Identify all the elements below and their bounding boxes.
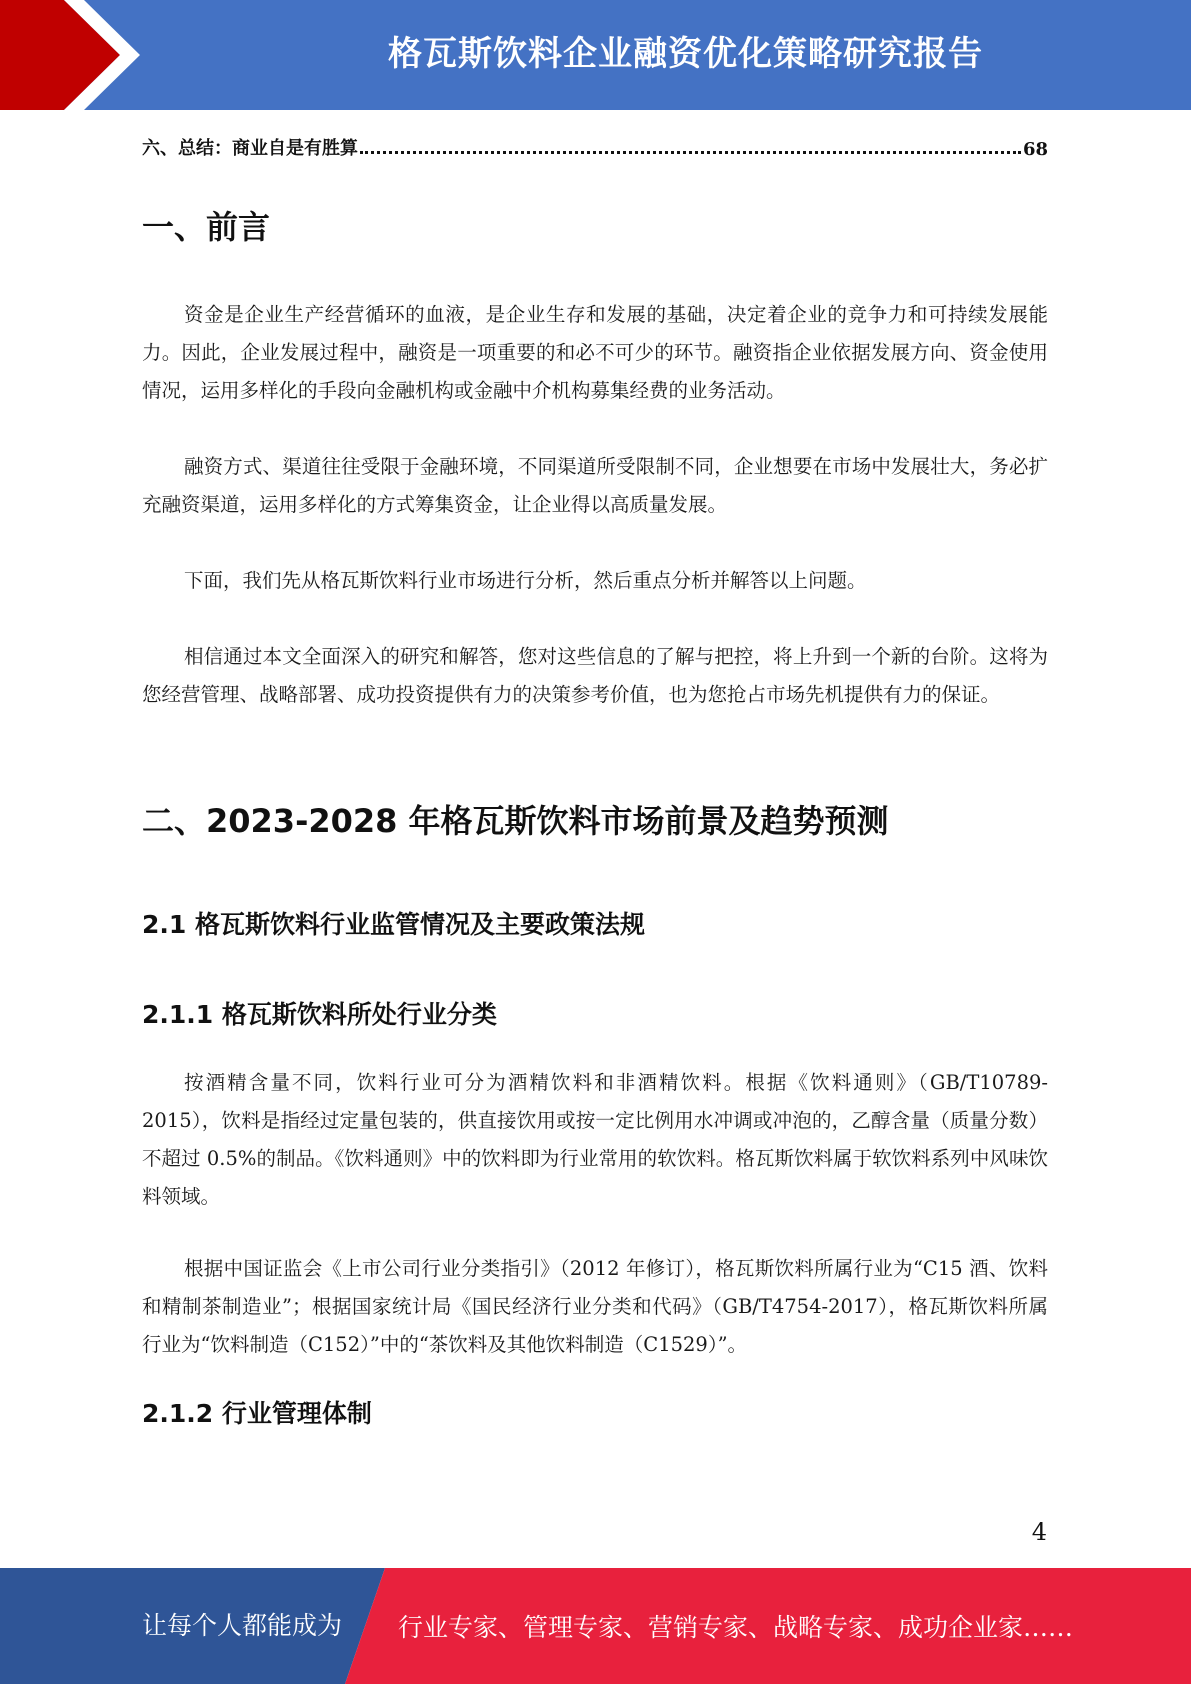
paragraph: 融资方式、渠道往往受限于金融环境，不同渠道所受限制不同，企业想要在市场中发展壮大，务必扩充融资渠道，运用多样化的方式筹集资金，让企业得以高质量发展。 xyxy=(142,455,1048,516)
page-number: 4 xyxy=(1031,1518,1047,1546)
paragraph: 按酒精含量不同，饮料行业可分为酒精饮料和非酒精饮料。根据《饮料通则》（GB/T10789-2015），饮料是指经过定量包装的，供直接饮用或按一定比例用水冲调或冲泡的，乙醇含量（质量分数）不超过 0.5%的制品。《饮料通则》中的饮料即为行业常用的软饮料。格瓦斯饮料属于软饮料系列中风味饮料领域。 xyxy=(142,1071,1048,1208)
header-chevron-decoration xyxy=(0,0,150,110)
page-footer xyxy=(0,1568,1191,1684)
toc-leader-dots xyxy=(360,151,1021,154)
toc-entry-label: 六、总结：商业自是有胜算 xyxy=(142,138,358,159)
section-heading-preface: 一、前言 xyxy=(142,208,271,246)
paragraph: 资金是企业生产经营循环的血液，是企业生存和发展的基础，决定着企业的竞争力和可持续发展能力。因此，企业发展过程中，融资是一项重要的和必不可少的环节。融资指企业依据发展方向、资金使用情况，运用多样化的手段向金融机构或金融中介机构募集经费的业务活动。 xyxy=(142,303,1048,402)
toc-entry-page: 68 xyxy=(1022,139,1048,160)
footer-slogan-left: 让每个人都能成为 xyxy=(142,1611,343,1640)
section-heading-market-outlook: 二、2023-2028 年格瓦斯饮料市场前景及趋势预测 xyxy=(142,802,889,840)
subsection-heading-regulation: 2.1 格瓦斯饮料行业监管情况及主要政策法规 xyxy=(142,910,645,939)
toc-entry[interactable] xyxy=(142,128,1048,160)
report-title: 格瓦斯饮料企业融资优化策略研究报告 xyxy=(388,34,983,74)
paragraph: 根据中国证监会《上市公司行业分类指引》（2012 年修订），格瓦斯饮料所属行业为“C15 酒、饮料和精制茶制造业”；根据国家统计局《国民经济行业分类和代码》（GB/T4754-2017），格瓦斯饮料所属行业为“饮料制造（C152）”中的“茶饮料及其他饮料制造（C1529）”。 xyxy=(142,1257,1048,1356)
paragraph: 下面，我们先从格瓦斯饮料行业市场进行分析，然后重点分析并解答以上问题。 xyxy=(184,569,867,592)
page-header xyxy=(0,0,1191,110)
subsection-heading-management: 2.1.2 行业管理体制 xyxy=(142,1399,372,1428)
footer-slogan-right: 行业专家、管理专家、营销专家、战略专家、成功企业家…… xyxy=(398,1613,1074,1642)
paragraph: 相信通过本文全面深入的研究和解答，您对这些信息的了解与把控，将上升到一个新的台阶。这将为您经营管理、战略部署、成功投资提供有力的决策参考价值，也为您抢占市场先机提供有力的保证。 xyxy=(142,645,1048,706)
subsection-heading-classification: 2.1.1 格瓦斯饮料所处行业分类 xyxy=(142,1000,497,1029)
